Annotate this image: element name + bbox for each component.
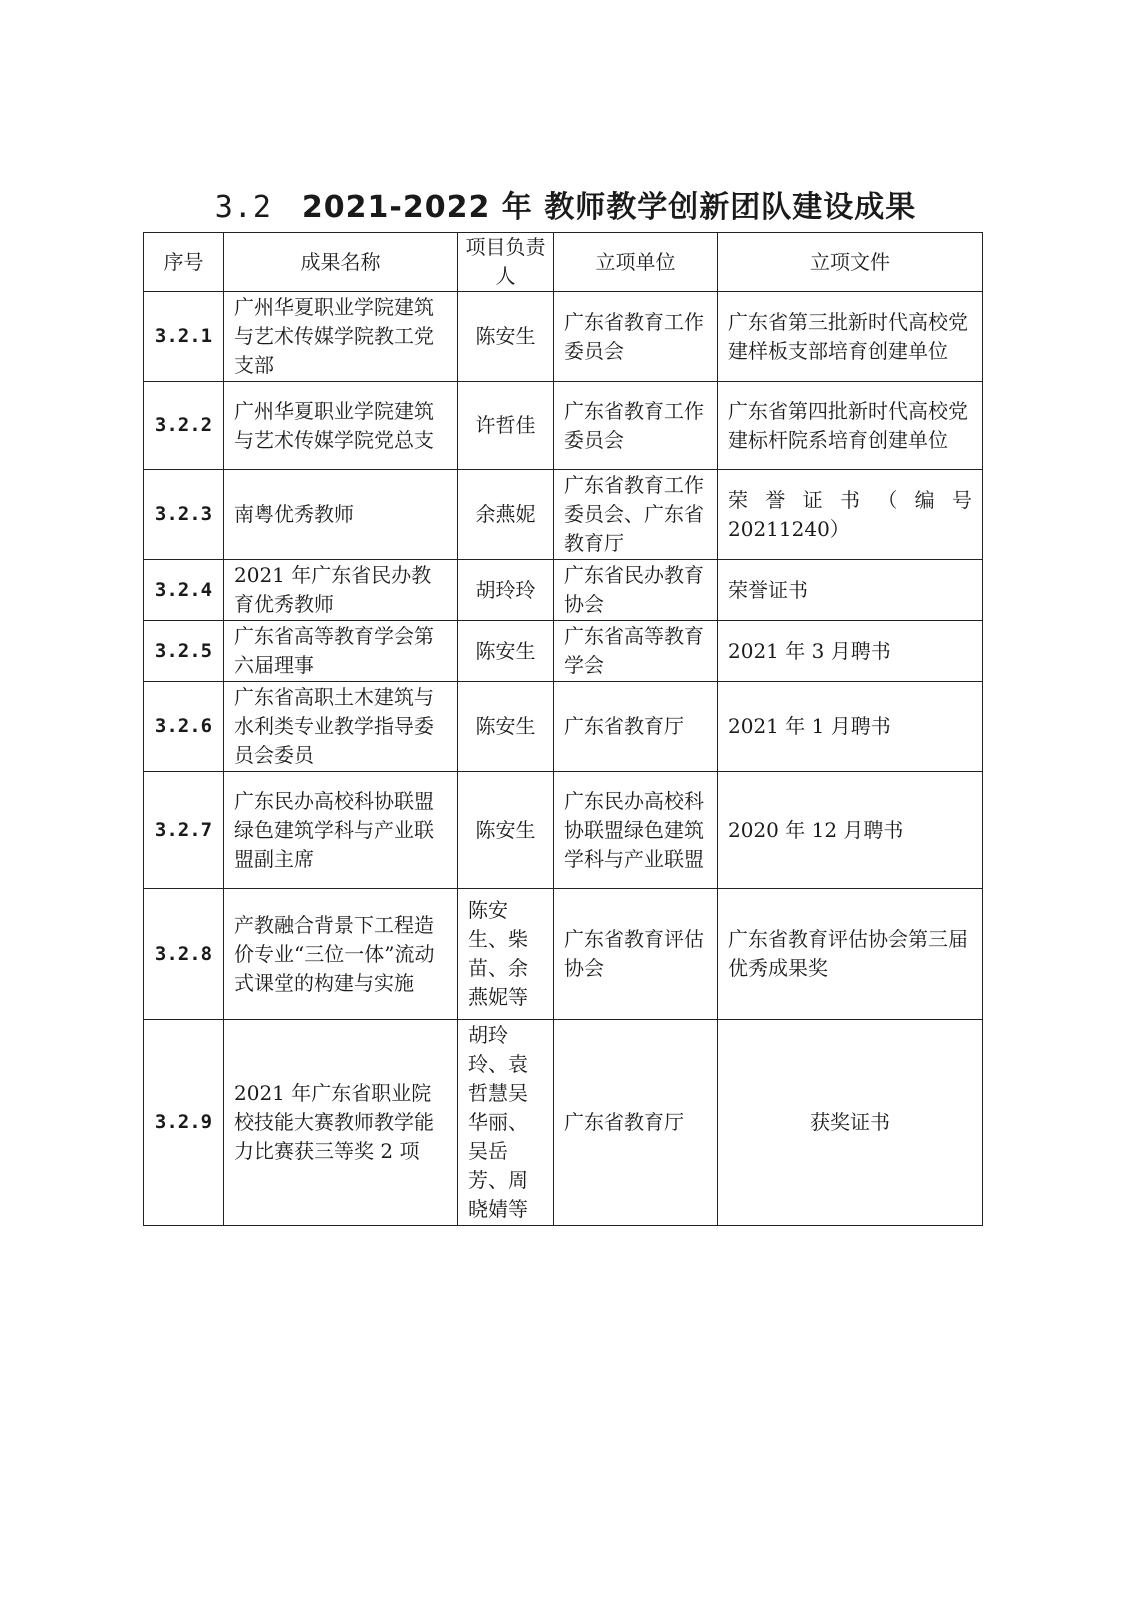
row-document: 获奖证书	[718, 1020, 983, 1226]
row-name: 广东省高职土木建筑与水利类专业教学指导委员会委员	[224, 682, 458, 772]
row-document: 2021 年 3 月聘书	[718, 621, 983, 682]
page-title	[0, 182, 1131, 226]
row-leader: 陈安生	[458, 682, 554, 772]
results-table	[143, 232, 983, 1226]
row-number: 3.2.7	[144, 772, 224, 889]
row-leader: 陈安生、柴苗、余燕妮等	[458, 889, 554, 1020]
row-leader: 陈安生	[458, 772, 554, 889]
table-row	[144, 772, 983, 889]
row-leader: 陈安生	[458, 292, 554, 382]
row-leader: 许哲佳	[458, 382, 554, 470]
header-name: 成果名称	[224, 233, 458, 292]
row-unit: 广东省教育评估协会	[554, 889, 718, 1020]
row-number: 3.2.4	[144, 560, 224, 621]
row-document: 2021 年 1 月聘书	[718, 682, 983, 772]
row-name: 2021 年广东省职业院校技能大赛教师教学能力比赛获三等奖 2 项	[224, 1020, 458, 1226]
row-unit: 广东省教育工作委员会、广东省教育厅	[554, 470, 718, 560]
header-leader: 项目负责人	[458, 233, 554, 292]
row-document: 荣誉证书	[718, 560, 983, 621]
table-row	[144, 682, 983, 772]
row-leader: 胡玲玲、袁哲慧吴华丽、吴岳芳、周晓婧等	[458, 1020, 554, 1226]
row-unit: 广东省教育工作委员会	[554, 382, 718, 470]
section-number: 3.2	[214, 190, 272, 225]
row-name: 南粤优秀教师	[224, 470, 458, 560]
row-number: 3.2.5	[144, 621, 224, 682]
table-row	[144, 889, 983, 1020]
header-no: 序号	[144, 233, 224, 292]
table-row	[144, 1020, 983, 1226]
row-name: 产教融合背景下工程造价专业“三位一体”流动式课堂的构建与实施	[224, 889, 458, 1020]
row-name: 广州华夏职业学院建筑与艺术传媒学院教工党支部	[224, 292, 458, 382]
row-leader: 余燕妮	[458, 470, 554, 560]
header-document: 立项文件	[718, 233, 983, 292]
header-unit: 立项单位	[554, 233, 718, 292]
table-row	[144, 560, 983, 621]
row-name: 2021 年广东省民办教育优秀教师	[224, 560, 458, 621]
row-document: 广东省第三批新时代高校党建样板支部培育创建单位	[718, 292, 983, 382]
table-row	[144, 621, 983, 682]
table-row	[144, 470, 983, 560]
row-unit: 广东省教育厅	[554, 682, 718, 772]
row-document	[718, 470, 983, 560]
row-document: 广东省第四批新时代高校党建标杆院系培育创建单位	[718, 382, 983, 470]
row-document: 2020 年 12 月聘书	[718, 772, 983, 889]
row-leader: 陈安生	[458, 621, 554, 682]
row-unit: 广东省民办教育协会	[554, 560, 718, 621]
row-document-line: 20211240）	[728, 516, 850, 541]
row-document: 广东省教育评估协会第三届优秀成果奖	[718, 889, 983, 1020]
row-document-line: 荣誉证书（编号	[728, 487, 972, 512]
row-unit: 广东省教育工作委员会	[554, 292, 718, 382]
row-unit: 广东省教育厅	[554, 1020, 718, 1226]
row-name: 广东民办高校科协联盟绿色建筑学科与产业联盟副主席	[224, 772, 458, 889]
row-number: 3.2.9	[144, 1020, 224, 1226]
row-unit: 广东省高等教育学会	[554, 621, 718, 682]
section-title: 2021-2022 年 教师教学创新团队建设成果	[301, 190, 917, 225]
table-row	[144, 292, 983, 382]
row-name: 广州华夏职业学院建筑与艺术传媒学院党总支	[224, 382, 458, 470]
row-number: 3.2.8	[144, 889, 224, 1020]
row-number: 3.2.6	[144, 682, 224, 772]
row-number: 3.2.3	[144, 470, 224, 560]
row-number: 3.2.1	[144, 292, 224, 382]
row-unit: 广东民办高校科协联盟绿色建筑学科与产业联盟	[554, 772, 718, 889]
table-header-row	[144, 233, 983, 292]
row-leader: 胡玲玲	[458, 560, 554, 621]
row-number: 3.2.2	[144, 382, 224, 470]
row-name: 广东省高等教育学会第六届理事	[224, 621, 458, 682]
table-row	[144, 382, 983, 470]
